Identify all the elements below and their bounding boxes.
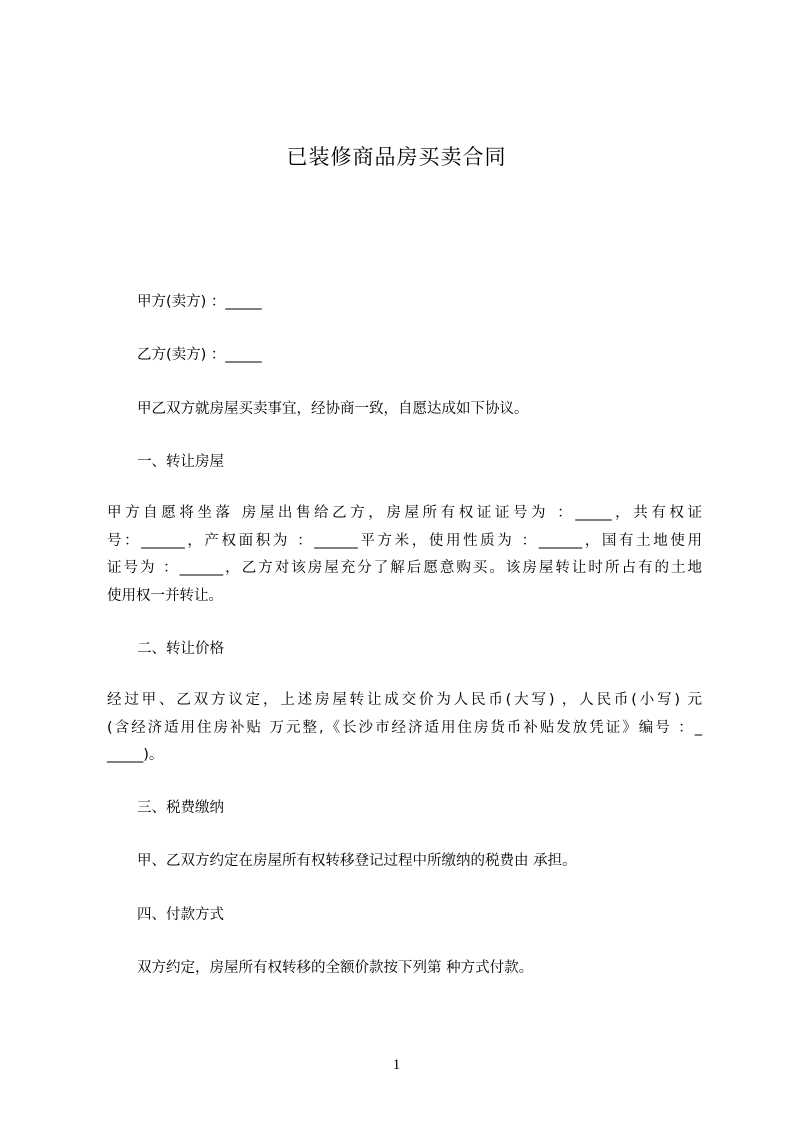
section-heading-transfer-price: 二、转让价格	[137, 641, 224, 657]
party-b-line: 乙方(卖方) ：_____	[137, 347, 262, 363]
section-body-taxes: 甲、乙双方约定在房屋所有权转移登记过程中所缴纳的税费由 承担。	[137, 853, 577, 869]
body-line: 甲方自愿将坐落 房屋出售给乙方，房屋所有权证证号为 ：_____，共有权证	[107, 505, 702, 521]
document-title: 已装修商品房买卖合同	[286, 145, 507, 169]
body-line: 经过甲、乙双方议定，上述房屋转让成交价为人民币(大写) ，人民币(小写) 元	[107, 692, 702, 708]
body-line: (含经济适用住房补贴 万元整,《长沙市经济适用住房货币补贴发放凭证》编号 ：_	[107, 719, 702, 736]
section-body-transfer-house	[107, 500, 702, 610]
body-line: 证号为 ：______，乙方对该房屋充分了解后愿意购买。该房屋转让时所占有的土地	[107, 560, 702, 576]
body-line: 号：______，产权面积为 ：______平方米，使用性质为 ：______，国有土地使用	[107, 532, 702, 549]
section-heading-taxes: 三、税费缴纳	[137, 800, 224, 816]
section-heading-payment: 四、付款方式	[137, 907, 224, 923]
party-a-line: 甲方(卖方) ：_____	[137, 294, 262, 310]
section-heading-transfer-house: 一、转让房屋	[137, 454, 224, 470]
section-body-transfer-price	[107, 687, 702, 770]
body-line: _____)。	[107, 747, 164, 763]
page-number: 1	[392, 1057, 401, 1073]
section-body-payment: 双方约定，房屋所有权转移的全额价款按下列第 种方式付款。	[137, 960, 534, 976]
intro-paragraph: 甲乙双方就房屋买卖事宜，经协商一致，自愿达成如下协议。	[137, 401, 529, 417]
body-line: 使用权一并转让。	[107, 587, 223, 604]
